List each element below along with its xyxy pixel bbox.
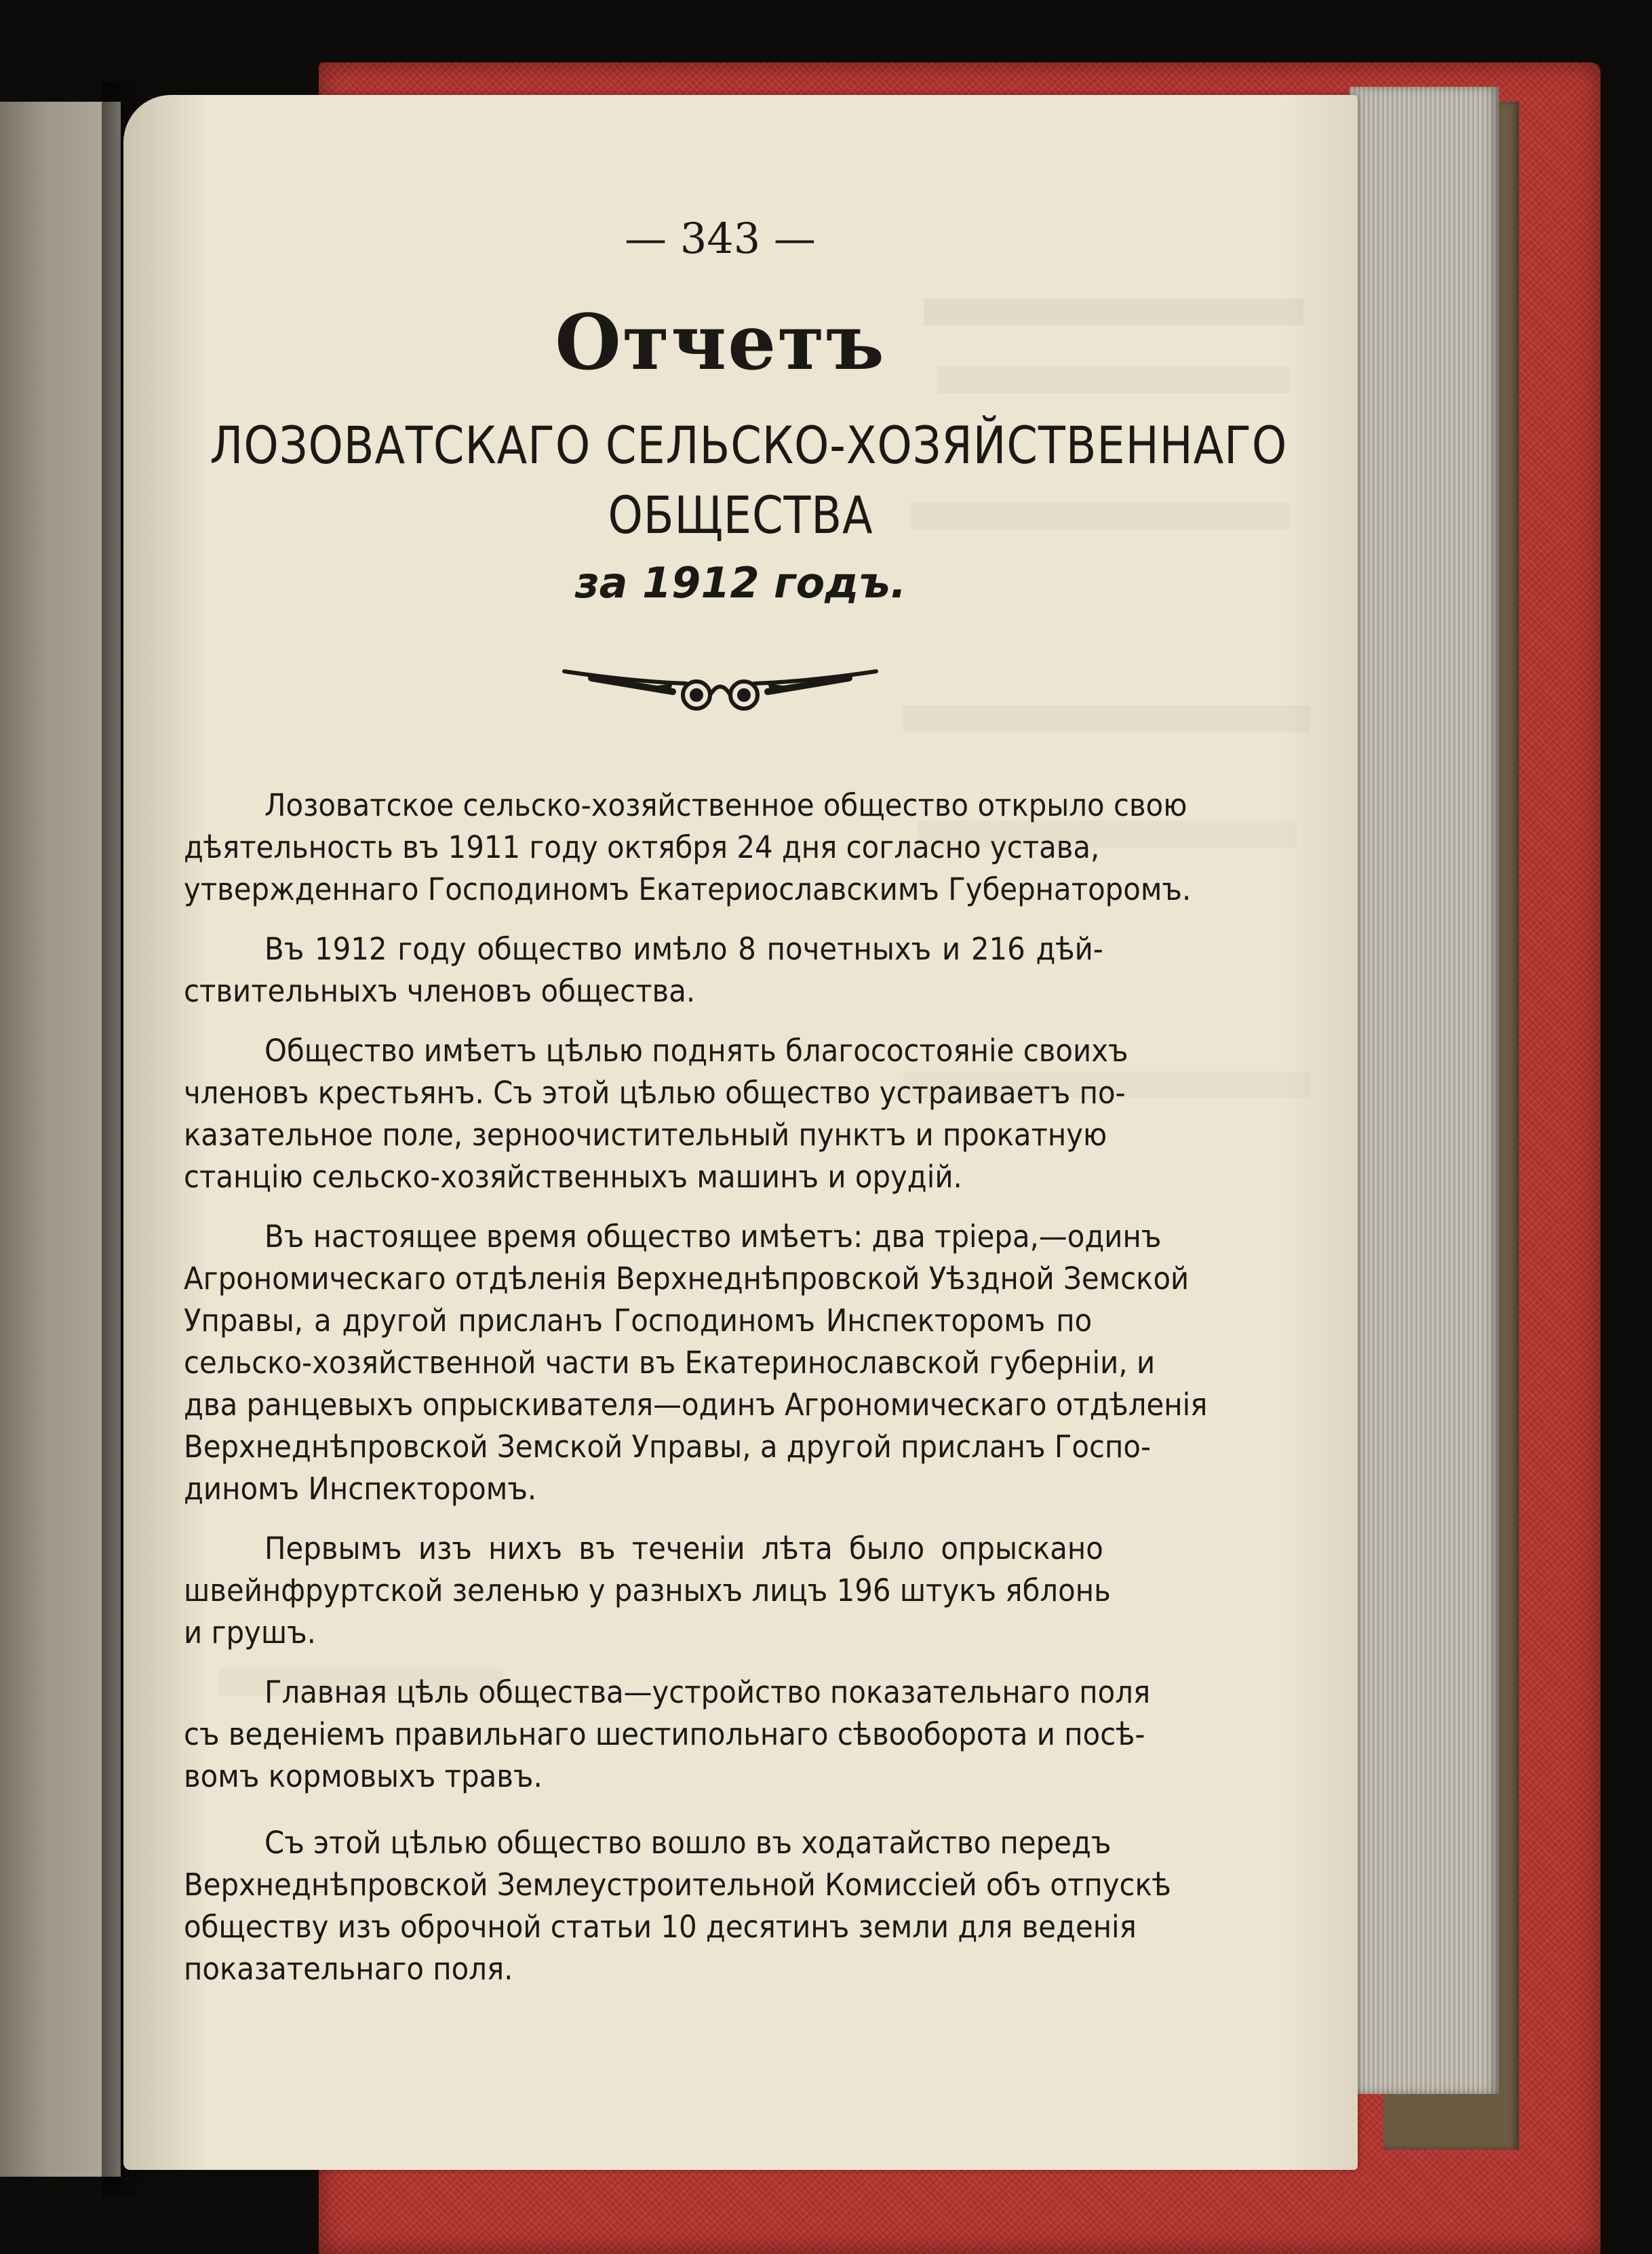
body-line: Общество имѣетъ цѣлью поднять благосостояніе своихъ [264, 1033, 1128, 1069]
body-line: членовъ крестьянъ. Съ этой цѣлью общество устраиваетъ по- [184, 1075, 1126, 1111]
body-line: показательнаго поля. [184, 1951, 513, 1987]
body-line: сельско-хозяйственной части въ Екатеринославской губерніи, и [184, 1345, 1156, 1381]
body-line: Въ настоящее время общество имѣетъ: два тріера,—одинъ [264, 1219, 1162, 1254]
decorative-flourish-ornament [551, 644, 890, 726]
report-year-subtitle: за 1912 годъ. [574, 558, 907, 608]
body-line: Съ этой цѣлью общество вошло въ ходатайство передъ [264, 1825, 1112, 1861]
body-line: Главная цѣль общества—устройство показательнаго поля [264, 1674, 1151, 1710]
body-line: станцію сельско-хозяйственныхъ машинъ и орудій. [184, 1159, 962, 1195]
organization-name-line-1: ЛОЗОВАТСКАГО СЕЛЬСКО-ХОЗЯЙСТВЕННАГО [210, 415, 1288, 475]
body-line: диномъ Инспекторомъ. [184, 1471, 537, 1507]
body-line: и грушъ. [184, 1615, 316, 1650]
body-line: утвержденнаго Господиномъ Екатериославскимъ Губернаторомъ. [184, 871, 1192, 907]
body-line: Лозоватское сельско-хозяйственное общество открыло свою [264, 787, 1187, 823]
body-line: два ранцевыхъ опрыскивателя—одинъ Агрономическаго отдѣленія [184, 1387, 1208, 1423]
body-line: Верхнеднѣпровской Землеустроительной Комиссіей объ отпускѣ [184, 1867, 1171, 1903]
page-edges [1350, 87, 1499, 2094]
book-page [123, 95, 1358, 2170]
body-line: съ веденіемъ правильнаго шестипольнаго сѣвооборота и посѣ- [184, 1716, 1145, 1752]
body-line: Управы, а другой присланъ Господиномъ Инспекторомъ по [184, 1303, 1093, 1339]
body-line: вомъ кормовыхъ травъ. [184, 1758, 543, 1794]
body-line: ствительныхъ членовъ общества. [184, 973, 696, 1009]
body-line: Первымъ изъ нихъ въ теченіи лѣта было опрыскано [264, 1530, 1103, 1566]
body-line: Верхнеднѣпровской Земской Управы, а другой присланъ Госпо- [184, 1429, 1152, 1465]
bleed-through [903, 705, 1310, 732]
body-line: Въ 1912 году общество имѣло 8 почетныхъ и 216 дѣй- [264, 931, 1103, 967]
body-line: швейнфруртской зеленью у разныхъ лицъ 196 штукъ яблонь [184, 1573, 1111, 1608]
body-line: дѣятельность въ 1911 году октября 24 дня согласно устава, [184, 829, 1100, 865]
body-line: казательное поле, зерноочистительный пунктъ и прокатную [184, 1117, 1107, 1153]
page-title: Отчетъ [555, 298, 886, 387]
page-number: — 343 — [625, 214, 816, 263]
body-line: обществу изъ оброчной статьи 10 десятинъ земли для веденія [184, 1909, 1137, 1945]
body-line: Агрономическаго отдѣленія Верхнеднѣпровской Уѣздной Земской [184, 1261, 1189, 1297]
organization-name-line-2: ОБЩЕСТВА [608, 485, 873, 545]
